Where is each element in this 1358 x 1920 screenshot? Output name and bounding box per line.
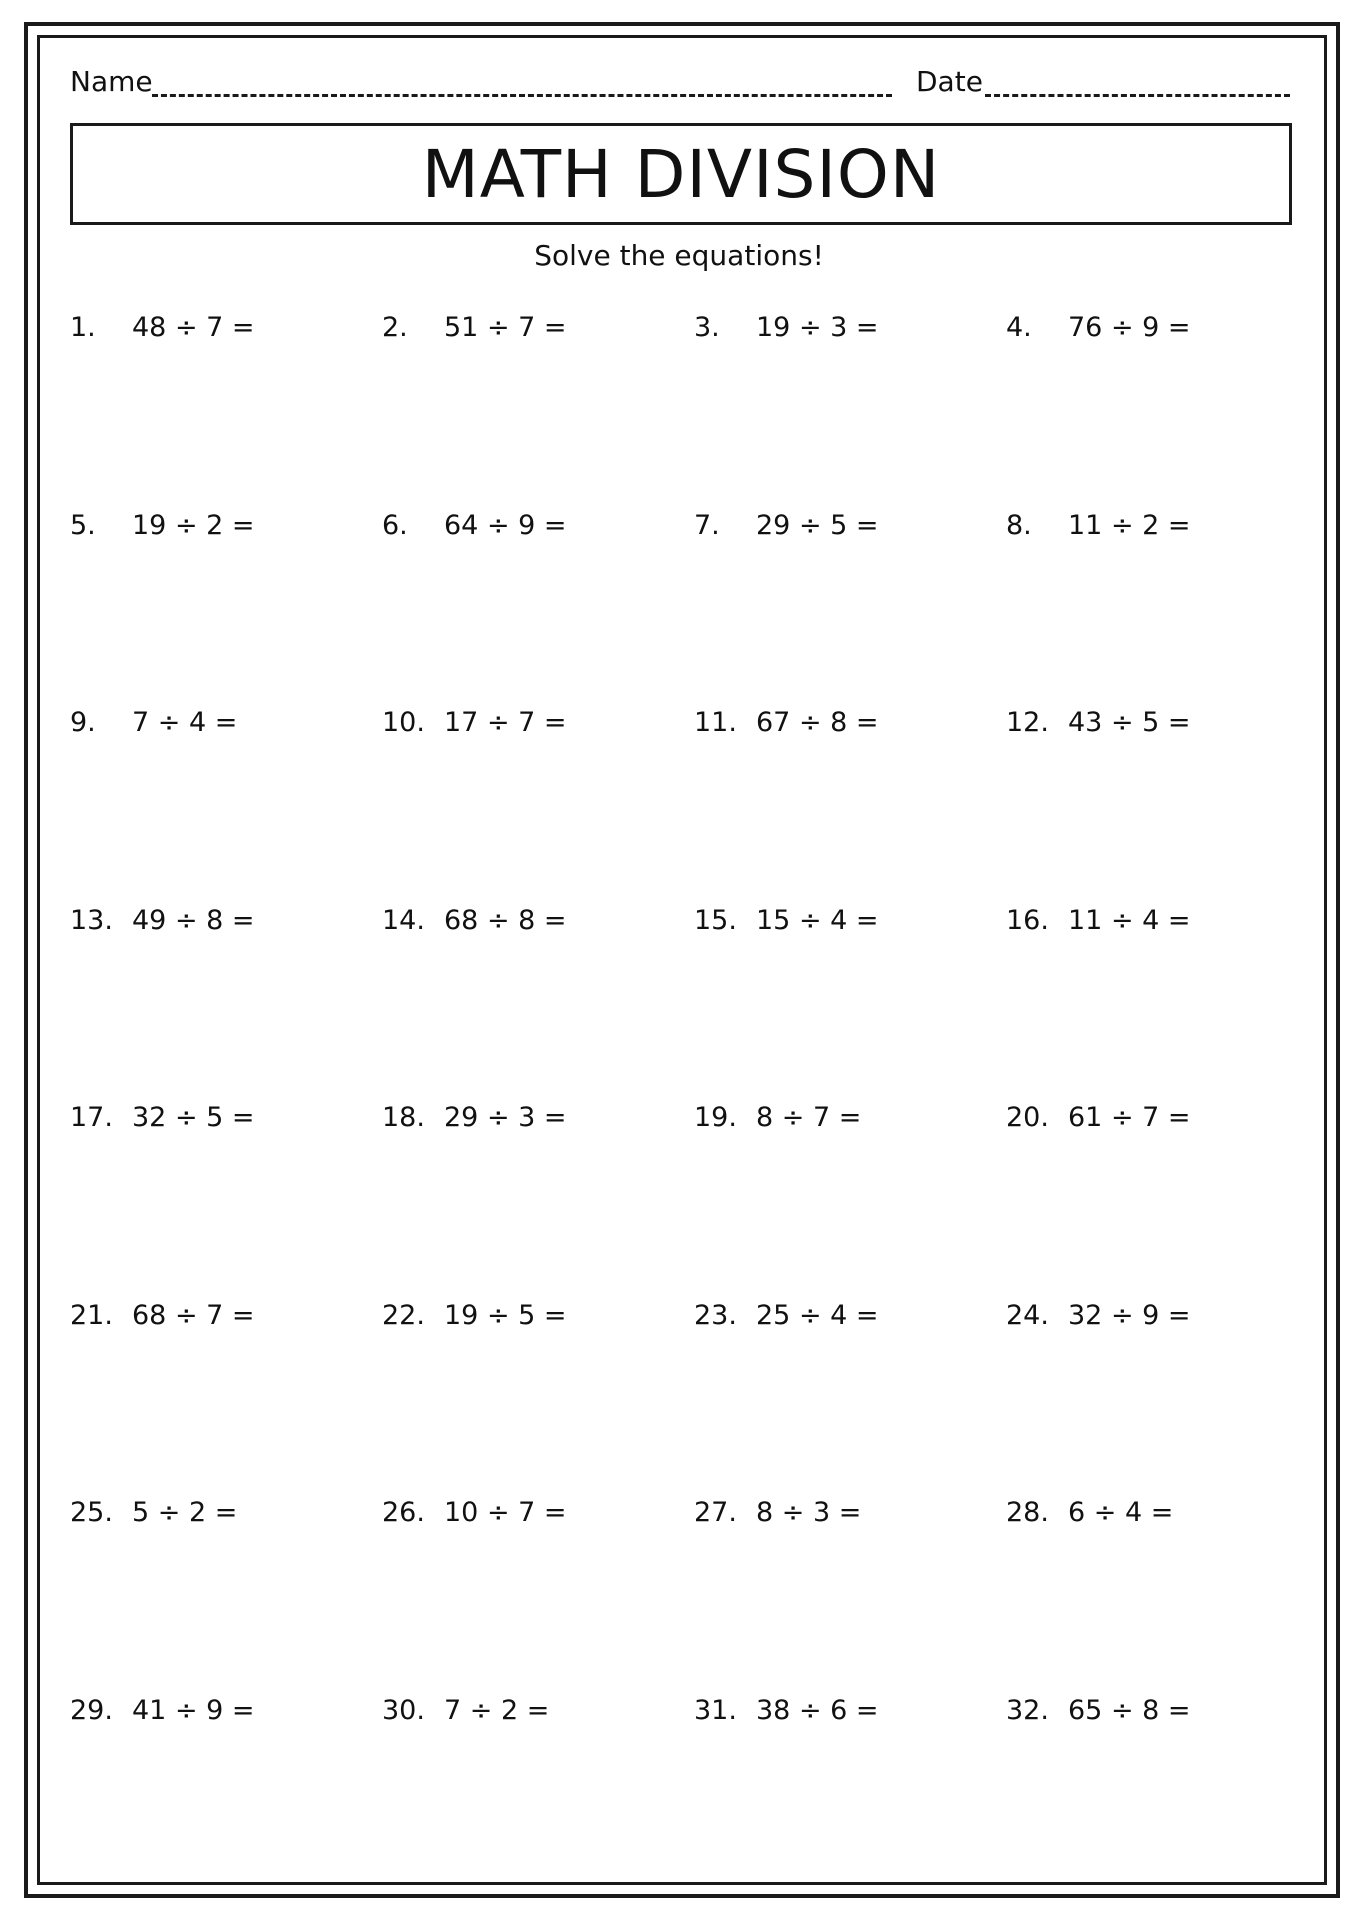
problem-item — [694, 1100, 1006, 1298]
problem-number: 13. — [70, 904, 113, 936]
problem-item — [1006, 310, 1318, 508]
problem-item — [70, 705, 382, 903]
problem-item — [694, 1693, 1006, 1891]
problem-item — [382, 1693, 694, 1891]
problem-expression: 68 ÷ 8 = — [444, 904, 567, 936]
problem-number: 29. — [70, 1694, 113, 1726]
title-box — [70, 123, 1292, 225]
problem-item — [1006, 1495, 1318, 1693]
name-field[interactable] — [152, 94, 892, 97]
problem-item — [694, 1298, 1006, 1496]
problem-expression: 49 ÷ 8 = — [132, 904, 255, 936]
problem-number: 14. — [382, 904, 425, 936]
problem-expression: 32 ÷ 9 = — [1068, 1299, 1191, 1331]
problem-item — [70, 903, 382, 1101]
problem-item — [1006, 1298, 1318, 1496]
problem-expression: 15 ÷ 4 = — [756, 904, 879, 936]
problem-number: 6. — [382, 509, 408, 541]
problem-item — [694, 903, 1006, 1101]
problem-expression: 10 ÷ 7 = — [444, 1497, 567, 1528]
problem-expression: 17 ÷ 7 = — [444, 707, 567, 738]
problem-number: 19. — [694, 1102, 737, 1133]
problem-number: 11. — [694, 707, 737, 738]
problem-item — [70, 310, 382, 508]
problem-expression: 67 ÷ 8 = — [756, 707, 879, 738]
problem-item — [1006, 1693, 1318, 1891]
problem-expression: 19 ÷ 2 = — [132, 509, 255, 541]
problem-number: 10. — [382, 707, 425, 738]
problem-number: 27. — [694, 1497, 737, 1528]
problem-expression: 32 ÷ 5 = — [132, 1102, 255, 1133]
problem-item — [70, 1693, 382, 1891]
problem-number: 26. — [382, 1497, 425, 1528]
problem-item — [382, 1495, 694, 1693]
problem-expression: 48 ÷ 7 = — [132, 312, 255, 343]
problem-expression: 29 ÷ 3 = — [444, 1102, 567, 1133]
problem-number: 18. — [382, 1102, 425, 1133]
problem-expression: 38 ÷ 6 = — [756, 1694, 879, 1726]
problem-expression: 11 ÷ 4 = — [1068, 904, 1191, 936]
problem-item — [382, 705, 694, 903]
problem-expression: 64 ÷ 9 = — [444, 509, 567, 541]
problem-number: 23. — [694, 1299, 737, 1331]
problem-item — [70, 1100, 382, 1298]
problem-number: 31. — [694, 1694, 737, 1726]
problem-grid — [70, 310, 1292, 1890]
instructions: Solve the equations! — [534, 239, 824, 272]
problem-item — [1006, 508, 1318, 706]
problem-expression: 68 ÷ 7 = — [132, 1299, 255, 1331]
problem-number: 21. — [70, 1299, 113, 1331]
problem-expression: 19 ÷ 5 = — [444, 1299, 567, 1331]
problem-expression: 8 ÷ 7 = — [756, 1102, 862, 1133]
problem-item — [1006, 903, 1318, 1101]
problem-number: 24. — [1006, 1299, 1049, 1331]
problem-item — [382, 508, 694, 706]
date-label: Date — [916, 65, 983, 98]
name-label: Name — [70, 65, 153, 98]
problem-number: 2. — [382, 312, 408, 343]
problem-item — [694, 705, 1006, 903]
problem-expression: 51 ÷ 7 = — [444, 312, 567, 343]
problem-number: 28. — [1006, 1497, 1049, 1528]
problem-number: 16. — [1006, 904, 1049, 936]
problem-item — [1006, 1100, 1318, 1298]
problem-number: 8. — [1006, 509, 1032, 541]
problem-number: 25. — [70, 1497, 113, 1528]
problem-number: 30. — [382, 1694, 425, 1726]
problem-expression: 7 ÷ 4 = — [132, 707, 238, 738]
page-title: MATH DIVISION — [421, 135, 941, 213]
problem-item — [382, 310, 694, 508]
problem-item — [70, 1298, 382, 1496]
problem-expression: 29 ÷ 5 = — [756, 509, 879, 541]
problem-expression: 11 ÷ 2 = — [1068, 509, 1191, 541]
problem-item — [382, 1298, 694, 1496]
problem-number: 5. — [70, 509, 96, 541]
problem-item — [382, 903, 694, 1101]
problem-number: 15. — [694, 904, 737, 936]
problem-expression: 19 ÷ 3 = — [756, 312, 879, 343]
problem-expression: 25 ÷ 4 = — [756, 1299, 879, 1331]
problem-item — [694, 508, 1006, 706]
date-field[interactable] — [985, 94, 1290, 97]
problem-number: 3. — [694, 312, 720, 343]
problem-item — [694, 310, 1006, 508]
problem-expression: 7 ÷ 2 = — [444, 1694, 550, 1726]
problem-number: 20. — [1006, 1102, 1049, 1133]
problem-expression: 41 ÷ 9 = — [132, 1694, 255, 1726]
problem-item — [1006, 705, 1318, 903]
problem-number: 7. — [694, 509, 720, 541]
problem-expression: 65 ÷ 8 = — [1068, 1694, 1191, 1726]
problem-number: 4. — [1006, 312, 1032, 343]
problem-expression: 61 ÷ 7 = — [1068, 1102, 1191, 1133]
problem-item — [382, 1100, 694, 1298]
problem-item — [694, 1495, 1006, 1693]
problem-number: 22. — [382, 1299, 425, 1331]
problem-number: 1. — [70, 312, 96, 343]
problem-expression: 6 ÷ 4 = — [1068, 1497, 1174, 1528]
problem-item — [70, 1495, 382, 1693]
problem-expression: 5 ÷ 2 = — [132, 1497, 238, 1528]
problem-number: 12. — [1006, 707, 1049, 738]
problem-expression: 76 ÷ 9 = — [1068, 312, 1191, 343]
problem-number: 32. — [1006, 1694, 1049, 1726]
problem-item — [70, 508, 382, 706]
problem-number: 9. — [70, 707, 96, 738]
problem-number: 17. — [70, 1102, 113, 1133]
problem-expression: 43 ÷ 5 = — [1068, 707, 1191, 738]
problem-expression: 8 ÷ 3 = — [756, 1497, 862, 1528]
